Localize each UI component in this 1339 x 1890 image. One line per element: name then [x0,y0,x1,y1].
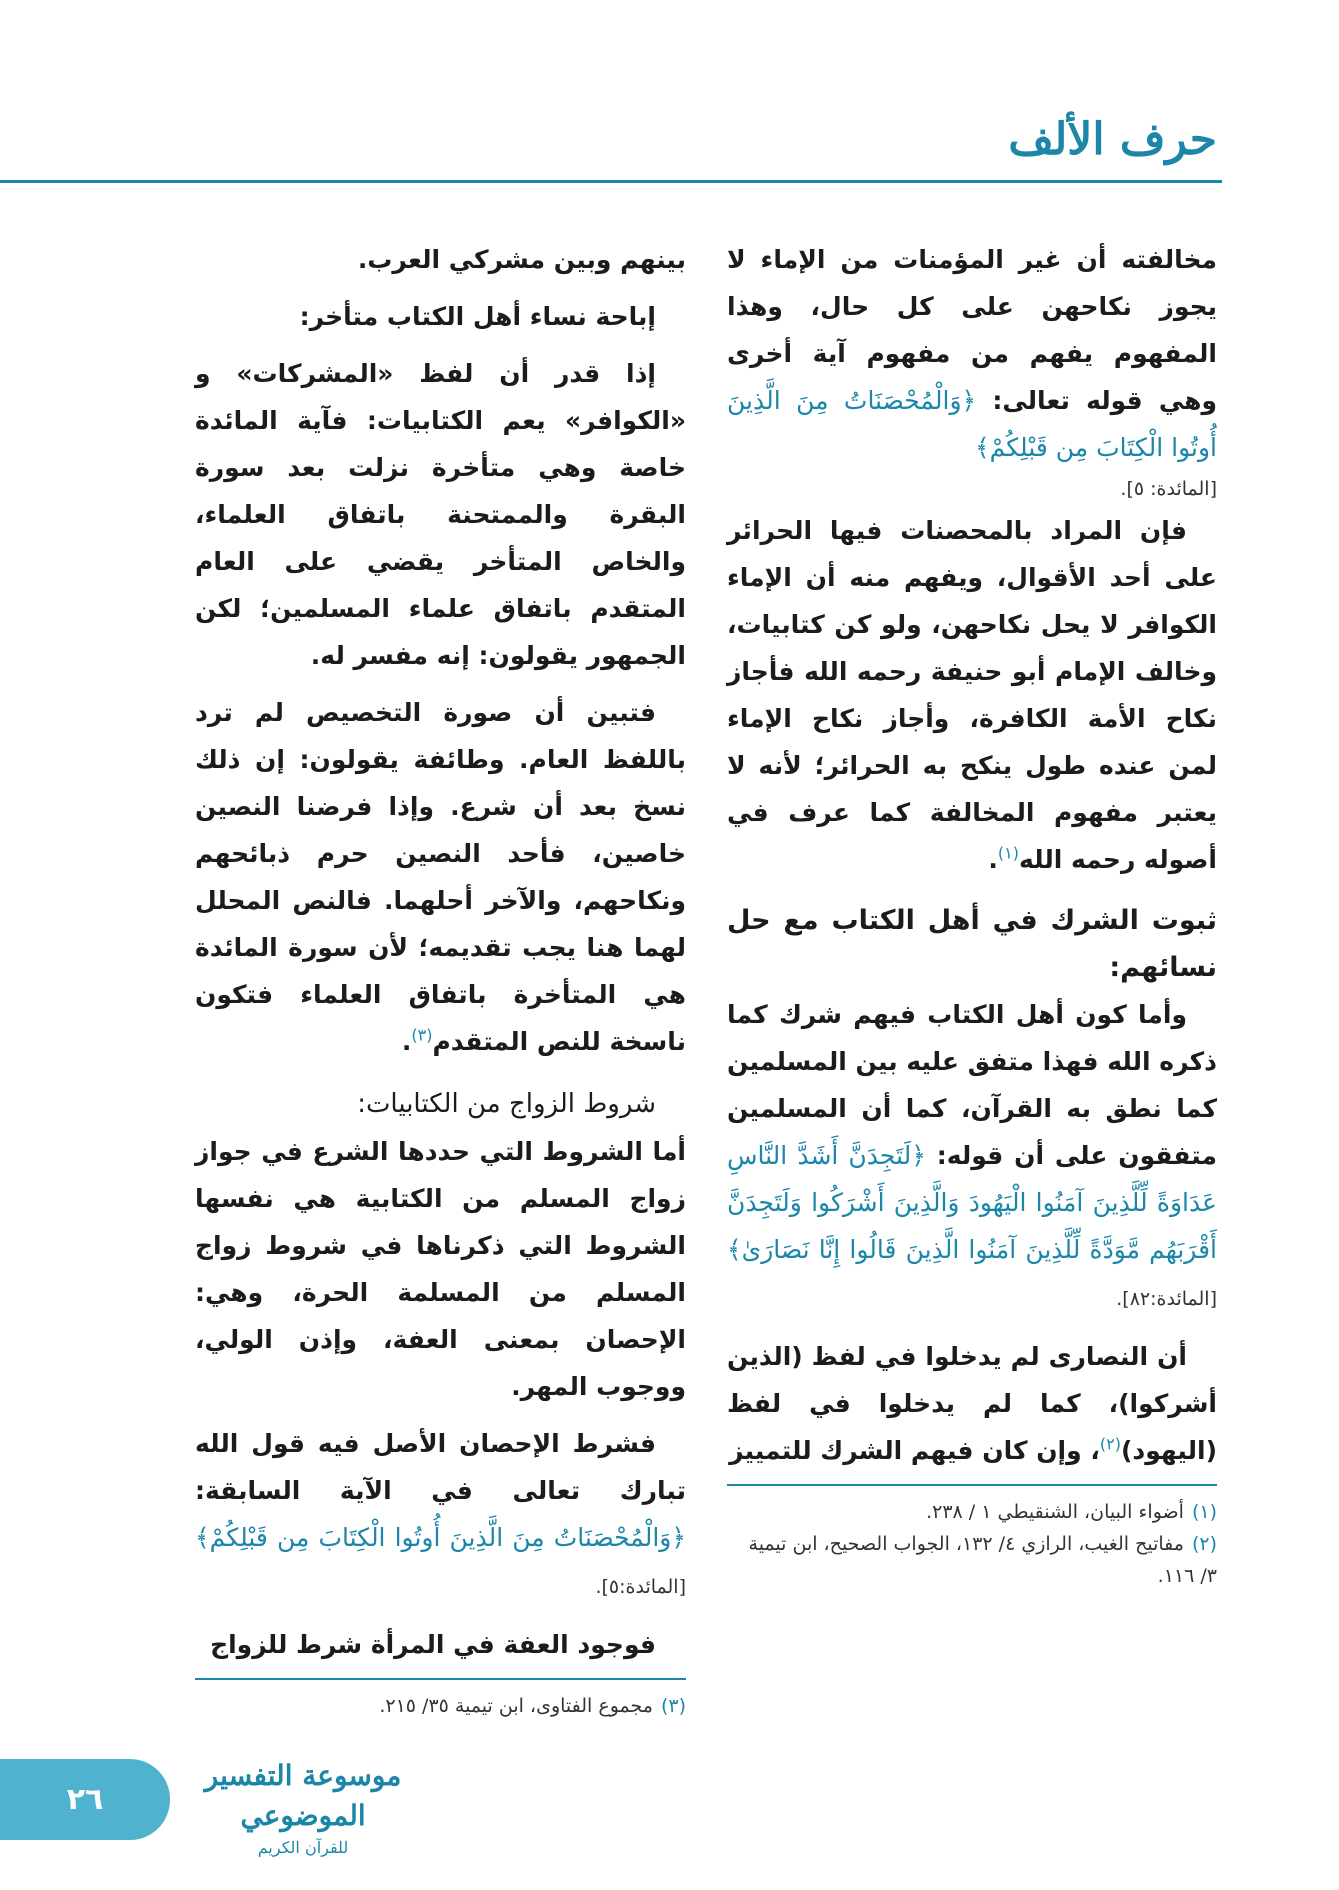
quran-verse: ﴿وَالْمُحْصَنَاتُ مِنَ الَّذِينَ أُوتُوا الْكِتَابَ مِن قَبْلِكُمْ﴾ [727,386,1217,462]
quran-verse: ﴿وَالْمُحْصَنَاتُ مِنَ الَّذِينَ أُوتُوا الْكِتَابَ مِن قَبْلِكُمْ﴾ [195,1523,686,1552]
header-divider [0,180,1222,183]
paragraph-text: أما الشروط التي حددها الشرع في جواز زواج المسلم من الكتابية هي نفسها الشروط التي ذكرناها في شروط زواج المسلم من المسلمة الحرة، وهي: الإحصان بمعنى العفة، وإذن الولي، ووجوب المهر. [195,1137,686,1401]
footnote-marker[interactable]: (١) [997,843,1019,863]
paragraph-text: مخالفته أن غير المؤمنات من الإماء لا يجوز نكاحهن على كل حال، وهذا المفهوم يفهم من مفهوم آية أخرى وهي قوله تعالى: [727,245,1217,415]
left-column [195,236,686,1722]
paragraph [727,507,1217,883]
footnote-number: (١) [1191,1501,1217,1523]
quran-verse: ﴿لَتَجِدَنَّ أَشَدَّ النَّاسِ عَدَاوَةً لِّلَّذِينَ آمَنُوا الْيَهُودَ وَالَّذِينَ أَشْرَكُوا وَلَتَجِدَنَّ أَقْرَبَهُم مَّوَدَّةً لِّلَّذِينَ آمَنُوا الَّذِينَ قَالُوا إِنَّا نَصَارَىٰ﴾ [727,1141,1217,1264]
paragraph-text: . [401,1027,412,1056]
footnote-divider [727,1484,1217,1486]
encyclopedia-logo [198,1756,408,1857]
paragraph-text: . [988,845,998,874]
footnote [727,1528,1217,1592]
paragraph-text: فوجود العفة في المرأة شرط للزواج [210,1630,656,1659]
paragraph-text: أن النصارى لم يدخلوا في لفظ (الذين أشركوا)، كما لم يدخلوا في لفظ (اليهود) [727,1342,1217,1465]
paragraph [195,1128,686,1410]
paragraph [727,236,1217,471]
paragraph [195,350,686,679]
paragraph [195,236,686,283]
paragraph-text: إباحة نساء أهل الكتاب متأخر: [299,302,656,331]
paragraph-text: ، وإن كان فيهم الشرك للتمييز [729,1436,1100,1465]
footnote-marker[interactable]: (٢) [1099,1434,1121,1454]
footnote-list [727,1496,1217,1592]
footnote-divider [195,1678,686,1680]
paragraph [195,689,686,1065]
logo-title: موسوعة التفسير الموضوعي [204,1759,402,1832]
verse-reference: [المائدة: ٥]. [1120,478,1217,500]
footnote-list [195,1690,686,1722]
paragraph-text: فتبين أن صورة التخصيص لم ترد باللفظ العام. وطائفة يقولون: إن ذلك نسخ بعد أن شرع. وإذا فرضنا النصين خاصين، فأحد النصين حرم ذبائحهم ونكاحهم، والآخر أحلهما. فالنص المحلل لهما هنا يجب تقديمه؛ لأن سورة المائدة هي المتأخرة باتفاق العلماء فتكون ناسخة للنص المتقدم [195,698,686,1056]
verse-reference: [المائدة:٨٢]. [1116,1288,1217,1310]
footnote-number: (٣) [660,1695,686,1717]
footnote-text: أضواء البيان، الشنقيطي ١ / ٢٣٨. [926,1501,1184,1523]
section-heading: شروط الزواج من الكتابيات: [357,1089,656,1119]
paragraph-text: فشرط الإحصان الأصل فيه قول الله تبارك تعالى في الآية السابقة: [195,1429,686,1505]
paragraph-text: وأما كون أهل الكتاب فيهم شرك كما ذكره الله فهذا متفق عليه بين المسلمين كما نطق به القرآن، كما أن المسلمين متفقون على أن قوله: [727,1000,1217,1170]
paragraph-text: فإن المراد بالمحصنات فيها الحرائر على أحد الأقوال، ويفهم منه أن الإماء الكوافر لا يحل نكاحهن، ولو كن كتابيات، وخالف الإمام أبو حنيفة رحمه الله فأجاز نكاح الأمة الكافرة، وأجاز نكاح الإماء لمن عنده طول ينكح به الحرائر؛ لأنه لا يعتبر مفهوم المخالفة كما عرف في أصوله رحمه الله [727,516,1217,874]
footnote-marker[interactable]: (٣) [411,1025,433,1045]
page-header-title: حرف الألف [1008,114,1217,165]
page-number: ٢٦ [66,1782,104,1817]
paragraph-text: بينهم وبين مشركي العرب. [357,245,686,274]
footnote-text: مجموع الفتاوى، ابن تيمية ٣٥/ ٢١٥. [379,1695,653,1717]
footnote-number: (٢) [1191,1533,1217,1555]
paragraph [195,1621,686,1668]
paragraph [727,1333,1217,1474]
logo-subtitle: للقرآن الكريم [257,1838,349,1857]
footnote-text: مفاتيح الغيب، الرازي ٤/ ١٣٢، الجواب الصحيح، ابن تيمية ٣/ ١١٦. [748,1533,1217,1587]
paragraph [195,293,686,340]
paragraph-text: إذا قدر أن لفظ «المشركات» و «الكوافر» يعم الكتابيات: فآية المائدة خاصة وهي متأخرة نزلت بعد سورة البقرة والممتحنة باتفاق العلماء، والخاص المتأخر يقضي على العام المتقدم باتفاق علماء المسلمين؛ لكن الجمهور يقولون: إنه مفسر له. [195,359,686,670]
page-number-badge [0,1759,170,1840]
section-heading: ثبوت الشرك في أهل الكتاب مع حل نسائهم: [727,905,1217,983]
paragraph [195,1420,686,1611]
right-column [727,236,1217,1592]
verse-reference: [المائدة:٥]. [595,1576,686,1598]
footnote [195,1690,686,1722]
footnote [727,1496,1217,1528]
paragraph [727,991,1217,1323]
